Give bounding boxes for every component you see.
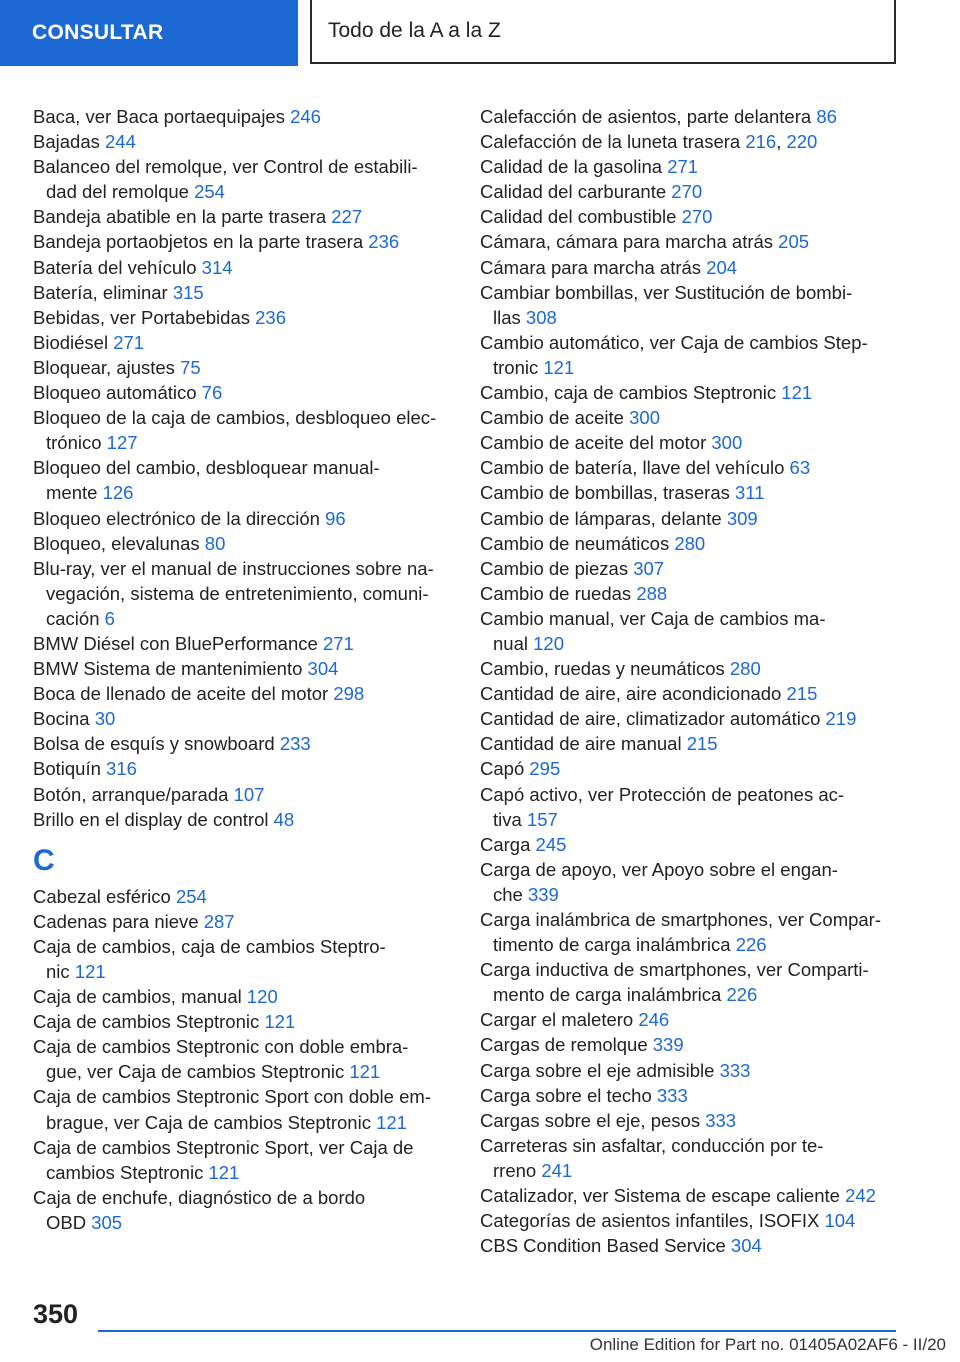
page-reference-link[interactable]: 226: [726, 984, 758, 1006]
index-entry-term: Cabezal esférico: [33, 885, 171, 907]
index-entry-term: Capó: [480, 758, 525, 780]
index-entry-term-continued: tiva: [493, 808, 522, 830]
page-reference-link[interactable]: 315: [172, 281, 204, 303]
index-entry-term: Blu-ray, ver el manual de instrucciones sobre na-: [33, 557, 434, 579]
page-reference-link[interactable]: 280: [729, 658, 761, 680]
page-reference-link[interactable]: 246: [290, 106, 321, 127]
index-entry-term-continued: mento de carga inalámbrica: [493, 984, 722, 1006]
index-entry: [480, 179, 920, 204]
index-entry-term: Cambio automático, ver Caja de cambios Step-: [480, 331, 868, 353]
page-reference-link[interactable]: 121: [349, 1061, 381, 1083]
index-entry: [33, 1185, 453, 1235]
index-entry-term: Bebidas, ver Portabebidas: [33, 306, 250, 328]
index-entry: [480, 907, 920, 957]
index-entry-term-continued: vegación, sistema de entretenimiento, comuni-: [46, 582, 429, 604]
index-entry-term: Carreteras sin asfaltar, conducción por te-: [480, 1134, 824, 1156]
index-list-c-continued: [480, 104, 920, 1258]
page-reference-link[interactable]: 254: [175, 885, 207, 907]
index-entry: [480, 255, 920, 280]
index-entry-term: Cantidad de aire, climatizador automático: [480, 708, 821, 730]
page-reference-link[interactable]: 300: [629, 407, 660, 429]
page-reference-link[interactable]: 120: [246, 986, 278, 1008]
page-reference-link[interactable]: 333: [656, 1084, 688, 1106]
page-reference-link[interactable]: 220: [786, 131, 818, 153]
index-entry-term-continued: cación: [46, 607, 100, 629]
index-entry: [480, 1058, 920, 1083]
page-reference-link[interactable]: 298: [333, 683, 365, 705]
index-entry: [33, 305, 453, 330]
page-reference-link[interactable]: 295: [529, 758, 561, 780]
index-entry: [480, 1208, 920, 1233]
index-entry-term-continued: nic: [46, 961, 70, 982]
index-entry: [33, 355, 453, 380]
index-entry-term: Calidad del carburante: [480, 181, 667, 203]
index-entry: [480, 1007, 920, 1032]
page-reference-link[interactable]: 333: [719, 1059, 751, 1081]
index-entry-term: Brillo en el display de control: [33, 808, 269, 830]
index-entry: [33, 255, 453, 280]
page-header: [0, 0, 960, 66]
index-entry: [480, 280, 920, 330]
index-entry: [480, 1083, 920, 1108]
page-reference-link[interactable]: 121: [781, 382, 813, 404]
index-entry: [33, 154, 453, 204]
index-entry-term: Cambio de lámparas, delante: [480, 507, 722, 529]
index-entry: [480, 204, 920, 229]
index-entry-term: Calidad del combustible: [480, 206, 677, 228]
page-reference-link[interactable]: 270: [671, 181, 703, 203]
page-reference-link[interactable]: 308: [525, 306, 557, 328]
index-entry-term: Cambio manual, ver Caja de cambios ma-: [480, 607, 826, 629]
page-number: 350: [33, 1299, 79, 1329]
page-reference-link[interactable]: 6: [104, 607, 115, 629]
index-entry-term: Cambio de aceite del motor: [480, 432, 707, 454]
page-reference-link[interactable]: 121: [376, 1111, 407, 1133]
index-entry-term: Calidad de la gasolina: [480, 156, 663, 178]
page-reference-link[interactable]: 304: [307, 658, 339, 680]
index-entry-term: Caja de cambios, manual: [33, 986, 242, 1008]
index-entry: [33, 909, 453, 934]
index-entry-term: Cambio de batería, llave del vehículo: [480, 457, 785, 479]
index-entry: [480, 1233, 920, 1258]
index-entry-term: Bloquear, ajustes: [33, 356, 175, 378]
index-entry: [33, 380, 453, 405]
index-entry: [33, 807, 453, 832]
index-entry-term: Cambio de ruedas: [480, 582, 632, 604]
index-entry-term: Categorías de asientos infantiles, ISOFIX: [480, 1210, 820, 1232]
index-entry: [33, 204, 453, 229]
page-reference-link[interactable]: 80: [204, 532, 226, 554]
index-entry-term-continued: che: [493, 883, 523, 905]
page-reference-link[interactable]: 288: [636, 582, 668, 604]
index-entry-term: Bajadas: [33, 131, 100, 153]
index-entry: [33, 706, 453, 731]
page-reference-link[interactable]: 48: [273, 808, 295, 830]
index-entry: [33, 782, 453, 807]
index-entry-term: Botiquín: [33, 758, 101, 780]
index-entry-term: Caja de cambios Steptronic Sport con doble em-: [33, 1086, 431, 1108]
page-reference-link[interactable]: 307: [633, 557, 665, 579]
index-entry-term: Cámara, cámara para marcha atrás: [480, 231, 774, 253]
index-entry-term: Caja de enchufe, diagnóstico de a bordo: [33, 1186, 366, 1208]
page-reference-link[interactable]: 219: [825, 708, 857, 730]
index-entry-term: Carga de apoyo, ver Apoyo sobre el engan-: [480, 858, 838, 880]
index-entry: [480, 104, 920, 129]
index-entry: [480, 380, 920, 405]
index-entry-term: Bandeja abatible en la parte trasera: [33, 206, 327, 228]
index-entry-term: Cargas sobre el eje, pesos: [480, 1109, 701, 1131]
index-entry-term: Cambio de neumáticos: [480, 532, 670, 554]
page-reference-link[interactable]: 314: [201, 256, 233, 278]
index-entry: [33, 405, 453, 455]
index-entry: [480, 1032, 920, 1057]
page-reference-link[interactable]: 63: [789, 457, 811, 479]
index-entry-term: Cantidad de aire, aire acondicionado: [480, 683, 782, 705]
index-entry: [480, 154, 920, 179]
section-tab-consultar[interactable]: CONSULTAR: [0, 0, 298, 66]
index-entry: [480, 1133, 920, 1183]
index-entry-term: Caja de cambios, caja de cambios Steptro-: [33, 935, 386, 957]
index-entry: [480, 731, 920, 756]
page-reference-link[interactable]: 304: [730, 1235, 762, 1257]
index-entry-term: Botón, arranque/parada: [33, 783, 229, 805]
page-reference-link[interactable]: 226: [735, 934, 767, 956]
index-entry: [33, 531, 453, 556]
index-entry: [33, 129, 453, 154]
index-entry-term: Cargar el maletero: [480, 1009, 634, 1031]
index-entry-term: Boca de llenado de aceite del motor: [33, 683, 329, 705]
index-entry: [480, 480, 920, 505]
index-entry: [480, 957, 920, 1007]
index-entry-term-continued: tronic: [493, 356, 539, 378]
page-reference-link[interactable]: 309: [726, 507, 758, 529]
page-reference-link[interactable]: 96: [325, 507, 346, 529]
index-entry-term: CBS Condition Based Service: [480, 1235, 726, 1257]
index-entry-term: Cadenas para nieve: [33, 910, 199, 932]
index-entry: [33, 1135, 453, 1185]
index-entry: [480, 581, 920, 606]
index-entry-term-continued: gue, ver Caja de cambios Steptronic: [46, 1061, 345, 1083]
index-entry-term: Bolsa de esquís y snowboard: [33, 733, 275, 755]
page-reference-link[interactable]: 287: [203, 910, 235, 932]
page-reference-link[interactable]: 86: [816, 106, 837, 127]
index-entry: [33, 656, 453, 681]
index-entry-term: Cámara para marcha atrás: [480, 256, 702, 278]
page-reference-link[interactable]: 271: [113, 331, 145, 353]
index-entry-term: Bloqueo, elevalunas: [33, 532, 200, 554]
index-entry-term: Caja de cambios Steptronic: [33, 1011, 260, 1033]
page-reference-link[interactable]: 30: [94, 708, 116, 730]
index-entry-term: Bloqueo electrónico de la dirección: [33, 507, 320, 529]
index-entry-term: BMW Diésel con BluePerformance: [33, 632, 318, 654]
index-entry-term: Cambio de aceite: [480, 407, 624, 429]
index-entry-term-continued: dad del remolque: [46, 181, 189, 203]
index-entry: [480, 606, 920, 656]
index-entry-term: Capó activo, ver Protección de peatones ac-: [480, 783, 845, 805]
index-entry-term: Carga: [480, 833, 531, 855]
index-entry-term: Cambiar bombillas, ver Sustitución de bombi-: [480, 281, 853, 303]
footer-divider: [98, 1330, 896, 1332]
page-reference-link[interactable]: 245: [535, 833, 567, 855]
page-reference-link[interactable]: 76: [201, 382, 223, 404]
page-reference-link[interactable]: 121: [208, 1161, 240, 1183]
index-entry: [33, 280, 453, 305]
index-entry-term: Caja de cambios Steptronic Sport, ver Caja de: [33, 1136, 414, 1158]
page-reference-link[interactable]: 270: [681, 206, 713, 228]
index-entry-term: Balanceo del remolque, ver Control de estabili-: [33, 156, 418, 178]
index-entry-term-continued: trónico: [46, 432, 102, 454]
index-entry: [480, 1183, 920, 1208]
page-reference-link[interactable]: 107: [233, 783, 265, 805]
index-entry-term: Catalizador, ver Sistema de escape caliente: [480, 1185, 840, 1207]
page-reference-link[interactable]: 227: [331, 206, 363, 228]
index-entry: [33, 1084, 453, 1134]
index-entry-term: Biodiésel: [33, 331, 109, 353]
page-reference-link[interactable]: 120: [533, 632, 564, 654]
page-reference-link[interactable]: 246: [638, 1009, 670, 1031]
index-entry-term: Cambio, caja de cambios Steptronic: [480, 382, 777, 404]
index-entry-term: Carga inductiva de smartphones, ver Comparti-: [480, 959, 869, 981]
page-reference-link[interactable]: 233: [279, 733, 311, 755]
page-reference-link[interactable]: 244: [105, 131, 136, 153]
page-reference-link[interactable]: 271: [322, 632, 354, 654]
page-reference-link[interactable]: 126: [102, 482, 134, 504]
index-entry: [33, 506, 453, 531]
index-entry-term-continued: nual: [493, 632, 528, 654]
page-reference-link[interactable]: 205: [778, 231, 810, 253]
index-entry: [480, 556, 920, 581]
index-entry-term: Carga sobre el eje admisible: [480, 1059, 715, 1081]
page-reference-link[interactable]: 215: [786, 683, 818, 705]
page-reference-link[interactable]: 300: [711, 432, 743, 454]
index-entry: [480, 782, 920, 832]
index-entry: Calefacción de la luneta trasera 216, 220: [480, 131, 818, 153]
index-entry: [480, 756, 920, 781]
index-entry-term: Baca, ver Baca portaequipajes: [33, 106, 285, 127]
index-entry-term-continued: llas: [493, 306, 521, 328]
index-entry-term-continued: cambios Steptronic: [46, 1161, 204, 1183]
page-reference-link[interactable]: 157: [526, 808, 558, 830]
page-reference-link[interactable]: 216: [745, 131, 777, 153]
index-entry-term: Cantidad de aire manual: [480, 733, 682, 755]
page-reference-link[interactable]: 121: [543, 356, 575, 378]
index-entry: [33, 631, 453, 656]
page-reference-link[interactable]: 333: [705, 1109, 737, 1131]
index-entry-term: Bloqueo de la caja de cambios, desbloqueo elec-: [33, 407, 437, 429]
index-entry: [480, 330, 920, 380]
index-entry: [480, 706, 920, 731]
index-entry: [33, 1034, 453, 1084]
index-entry: [33, 884, 453, 909]
index-entry: [33, 104, 453, 129]
index-entry: [480, 857, 920, 907]
index-entry: [33, 681, 453, 706]
index-entry-term: Caja de cambios Steptronic con doble embra-: [33, 1036, 409, 1058]
page-reference-link[interactable]: 121: [74, 961, 106, 982]
index-entry-term-continued: OBD: [46, 1211, 87, 1233]
index-entry-term: Carga sobre el techo: [480, 1084, 652, 1106]
index-entry-term-continued: timento de carga inalámbrica: [493, 934, 731, 956]
index-column-left: [33, 104, 453, 1235]
page-reference-link[interactable]: 311: [735, 482, 765, 504]
index-entry: [33, 756, 453, 781]
page-reference-link[interactable]: 280: [674, 532, 706, 554]
index-entry: [480, 405, 920, 430]
index-entry-term: BMW Sistema de mantenimiento: [33, 658, 303, 680]
topic-title: Todo de la A a la Z: [310, 0, 896, 64]
page-reference-link[interactable]: 254: [194, 181, 225, 203]
page-reference-link[interactable]: 316: [106, 758, 137, 780]
page-reference-link[interactable]: 305: [91, 1211, 123, 1233]
index-entry: [33, 330, 453, 355]
page-reference-link[interactable]: 236: [368, 231, 400, 253]
index-column-right: [480, 104, 920, 1258]
index-entry: [33, 455, 453, 505]
index-entry: [480, 229, 920, 254]
index-entry: [33, 556, 453, 631]
index-entry-term-continued: brague, ver Caja de cambios Steptronic: [46, 1111, 371, 1133]
page-reference-link[interactable]: 236: [255, 306, 287, 328]
index-entry-term: Calefacción de la luneta trasera: [480, 131, 741, 153]
index-list-c: [33, 884, 453, 1235]
index-entry-term: Cambio de bombillas, traseras: [480, 482, 730, 504]
page-reference-link[interactable]: 241: [541, 1159, 573, 1181]
index-entry-term: Cargas de remolque: [480, 1034, 648, 1056]
index-entry: [480, 656, 920, 681]
page-reference-link[interactable]: 339: [527, 883, 559, 905]
index-entry: [480, 506, 920, 531]
index-entry-term-continued: rreno: [493, 1159, 537, 1181]
index-entry: [480, 1108, 920, 1133]
index-entry-term: Batería, eliminar: [33, 281, 168, 303]
page-reference-link[interactable]: 121: [264, 1011, 296, 1033]
page-reference-link[interactable]: 127: [106, 432, 138, 454]
index-entry-term: Batería del vehículo: [33, 256, 197, 278]
page-reference-link[interactable]: 104: [824, 1210, 856, 1232]
index-entry: [33, 229, 453, 254]
page-reference-link[interactable]: 75: [180, 356, 201, 378]
page-reference-link[interactable]: 339: [652, 1034, 684, 1056]
index-entry-term: Bandeja portaobjetos en la parte trasera: [33, 231, 364, 253]
section-letter-c: C: [33, 843, 55, 877]
index-entry: [33, 731, 453, 756]
index-entry: [33, 934, 453, 984]
index-entry: [480, 531, 920, 556]
page-reference-link[interactable]: 215: [686, 733, 718, 755]
page-reference-link[interactable]: 271: [667, 156, 699, 178]
index-entry-term: Calefacción de asientos, parte delantera: [480, 106, 812, 127]
footer-edition-text: Online Edition for Part no. 01405A02AF6 - II/20: [589, 1335, 946, 1354]
index-entry: [33, 984, 453, 1009]
page-reference-link[interactable]: 204: [706, 256, 738, 278]
page-reference-link[interactable]: 242: [845, 1185, 876, 1207]
index-entry: [480, 681, 920, 706]
index-entry-term: Bocina: [33, 708, 90, 730]
index-entry: [33, 1009, 453, 1034]
index-entry: [480, 832, 920, 857]
index-entry-term: Bloqueo automático: [33, 382, 197, 404]
index-entry-term: Cambio de piezas: [480, 557, 629, 579]
index-list-b: [33, 104, 453, 832]
index-entry-term: Bloqueo del cambio, desbloquear manual-: [33, 457, 380, 479]
index-entry: [480, 455, 920, 480]
index-entry-term-continued: mente: [46, 482, 98, 504]
index-entry: [480, 430, 920, 455]
index-entry-term: Carga inalámbrica de smartphones, ver Compar-: [480, 909, 882, 930]
index-entry-term: Cambio, ruedas y neumáticos: [480, 658, 725, 680]
